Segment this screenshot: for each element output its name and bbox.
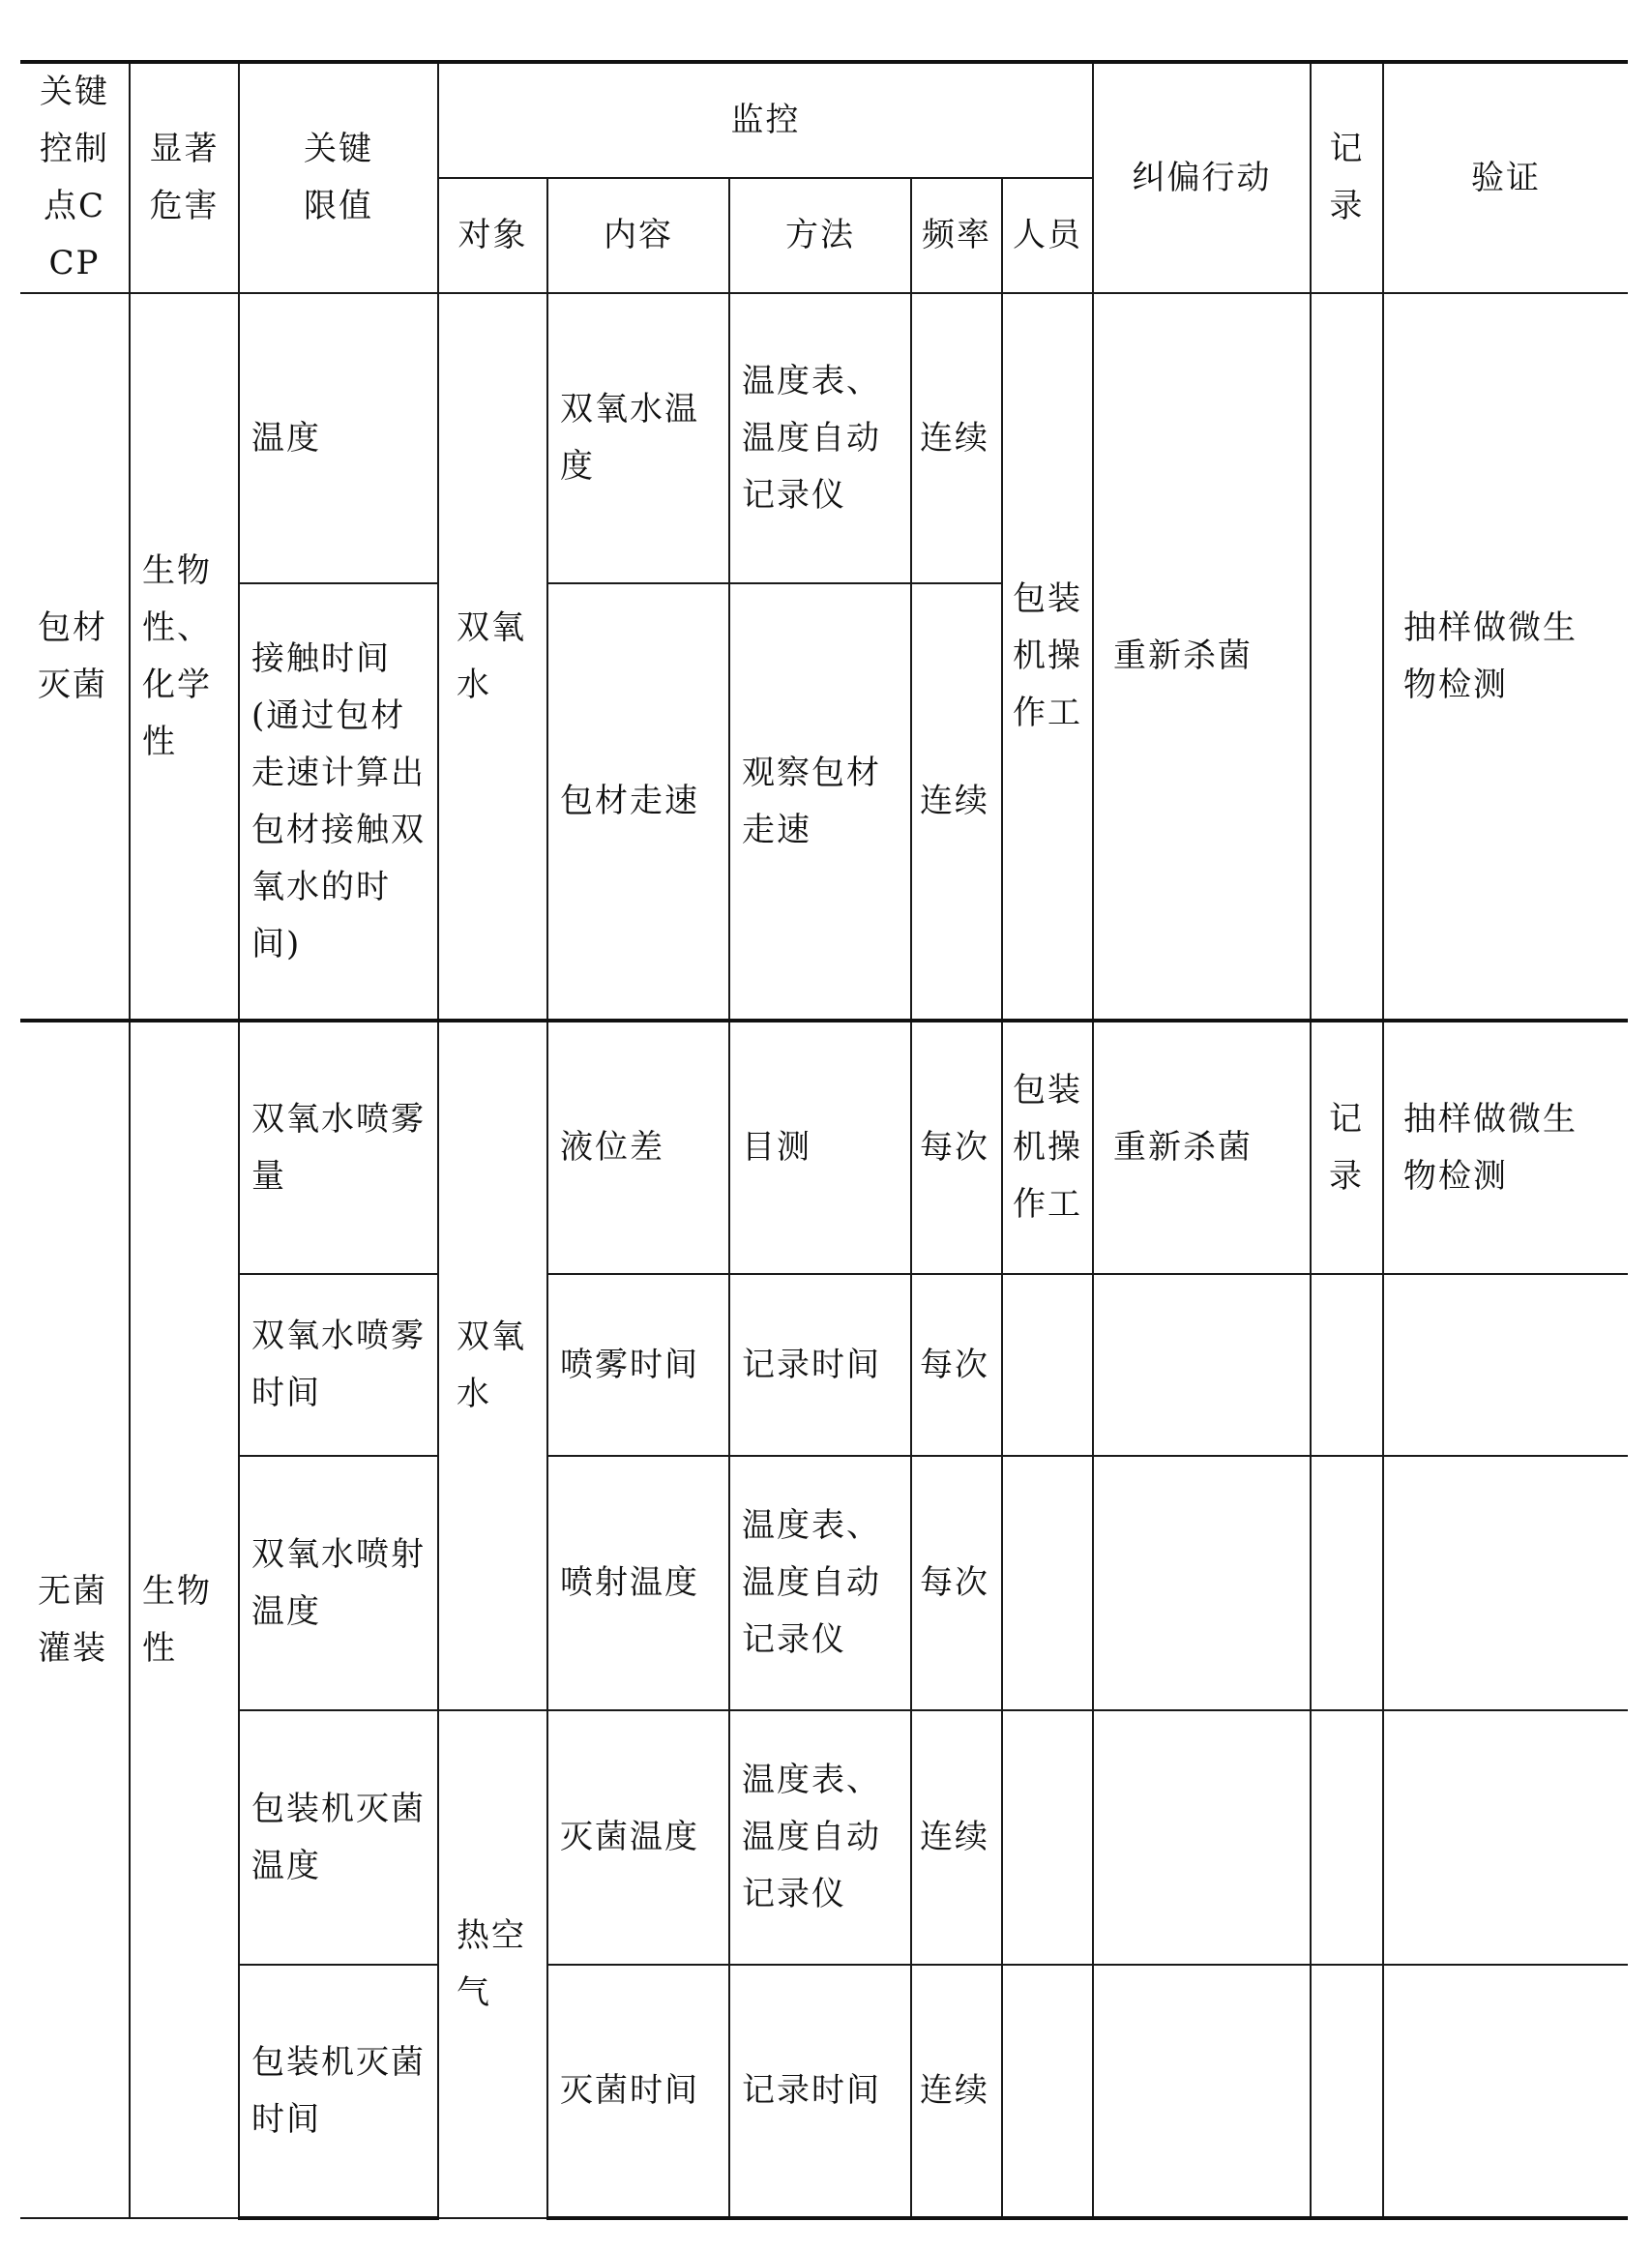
table-row bbox=[20, 1021, 1628, 1274]
header-content: 内容 bbox=[547, 178, 729, 294]
person-cell: 包装机操作工 bbox=[1002, 1021, 1093, 1274]
method-cell: 温度表、温度自动记录仪 bbox=[729, 293, 911, 583]
table-row bbox=[20, 1456, 1628, 1710]
frequency-cell: 每次 bbox=[911, 1021, 1002, 1274]
content-cell: 液位差 bbox=[547, 1021, 729, 1274]
table-row bbox=[20, 1274, 1628, 1456]
person-cell bbox=[1002, 1710, 1093, 1965]
person-cell bbox=[1002, 1274, 1093, 1456]
record-cell bbox=[1311, 1965, 1383, 2218]
limit-cell: 包装机灭菌时间 bbox=[239, 1965, 438, 2218]
header-record: 记录 bbox=[1311, 62, 1383, 293]
limit-cell: 接触时间(通过包材走速计算出包材接触双氧水的时间) bbox=[239, 583, 438, 1021]
header-frequency: 频率 bbox=[911, 178, 1002, 294]
record-cell bbox=[1311, 293, 1383, 1021]
header-verification: 验证 bbox=[1383, 62, 1628, 293]
hazard-bio-chem: 生物性、化学性 bbox=[130, 293, 239, 1021]
header-method: 方法 bbox=[729, 178, 911, 294]
frequency-cell: 连续 bbox=[911, 583, 1002, 1021]
header-ccp: 关键控制点CCP bbox=[20, 62, 130, 293]
object-hot-air: 热空气 bbox=[438, 1710, 547, 2218]
content-cell: 双氧水温度 bbox=[547, 293, 729, 583]
record-cell bbox=[1311, 1274, 1383, 1456]
verify-cell: 抽样做微生物检测 bbox=[1383, 293, 1628, 1021]
verify-cell bbox=[1383, 1456, 1628, 1710]
corrective-cell bbox=[1093, 1456, 1311, 1710]
method-cell: 目测 bbox=[729, 1021, 911, 1274]
header-object: 对象 bbox=[438, 178, 547, 294]
corrective-cell bbox=[1093, 1274, 1311, 1456]
method-cell: 观察包材走速 bbox=[729, 583, 911, 1021]
corrective-cell bbox=[1093, 1965, 1311, 2218]
object-hydrogen-peroxide: 双氧水 bbox=[438, 293, 547, 1021]
content-cell: 灭菌温度 bbox=[547, 1710, 729, 1965]
verify-cell bbox=[1383, 1710, 1628, 1965]
person-cell bbox=[1002, 1965, 1093, 2218]
table-row bbox=[20, 293, 1628, 583]
object-hydrogen-peroxide: 双氧水 bbox=[438, 1021, 547, 1710]
content-cell: 喷射温度 bbox=[547, 1456, 729, 1710]
corrective-cell: 重新杀菌 bbox=[1093, 293, 1311, 1021]
frequency-cell: 连续 bbox=[911, 1965, 1002, 2218]
method-cell: 记录时间 bbox=[729, 1965, 911, 2218]
verify-cell: 抽样做微生物检测 bbox=[1383, 1021, 1628, 1274]
method-cell: 记录时间 bbox=[729, 1274, 911, 1456]
limit-cell: 双氧水喷雾量 bbox=[239, 1021, 438, 1274]
header-corrective-action: 纠偏行动 bbox=[1093, 62, 1311, 293]
content-cell: 包材走速 bbox=[547, 583, 729, 1021]
hazard-bio: 生物性 bbox=[130, 1021, 239, 2218]
limit-cell: 双氧水喷射温度 bbox=[239, 1456, 438, 1710]
record-cell: 记录 bbox=[1311, 1021, 1383, 1274]
header-person: 人员 bbox=[1002, 178, 1093, 294]
person-cell bbox=[1002, 1456, 1093, 1710]
header-monitoring: 监控 bbox=[438, 62, 1093, 178]
verify-cell bbox=[1383, 1274, 1628, 1456]
verify-cell bbox=[1383, 1965, 1628, 2218]
table-row bbox=[20, 1710, 1628, 1965]
frequency-cell: 每次 bbox=[911, 1456, 1002, 1710]
record-cell bbox=[1311, 1456, 1383, 1710]
limit-cell: 包装机灭菌温度 bbox=[239, 1710, 438, 1965]
corrective-cell bbox=[1093, 1710, 1311, 1965]
content-cell: 喷雾时间 bbox=[547, 1274, 729, 1456]
header-critical-limit: 关键限值 bbox=[239, 62, 438, 293]
frequency-cell: 连续 bbox=[911, 1710, 1002, 1965]
limit-cell: 双氧水喷雾时间 bbox=[239, 1274, 438, 1456]
frequency-cell: 每次 bbox=[911, 1274, 1002, 1456]
table-row bbox=[20, 1965, 1628, 2218]
header-row-1 bbox=[20, 62, 1628, 178]
frequency-cell: 连续 bbox=[911, 293, 1002, 583]
header-hazard: 显著危害 bbox=[130, 62, 239, 293]
corrective-cell: 重新杀菌 bbox=[1093, 1021, 1311, 1274]
person-cell: 包装机操作工 bbox=[1002, 293, 1093, 1021]
content-cell: 灭菌时间 bbox=[547, 1965, 729, 2218]
ccp-aseptic-filling: 无菌灌装 bbox=[20, 1021, 130, 2218]
limit-cell: 温度 bbox=[239, 293, 438, 583]
method-cell: 温度表、温度自动记录仪 bbox=[729, 1710, 911, 1965]
method-cell: 温度表、温度自动记录仪 bbox=[729, 1456, 911, 1710]
ccp-packaging-sterilization: 包材灭菌 bbox=[20, 293, 130, 1021]
record-cell bbox=[1311, 1710, 1383, 1965]
haccp-plan-table bbox=[20, 60, 1628, 2220]
